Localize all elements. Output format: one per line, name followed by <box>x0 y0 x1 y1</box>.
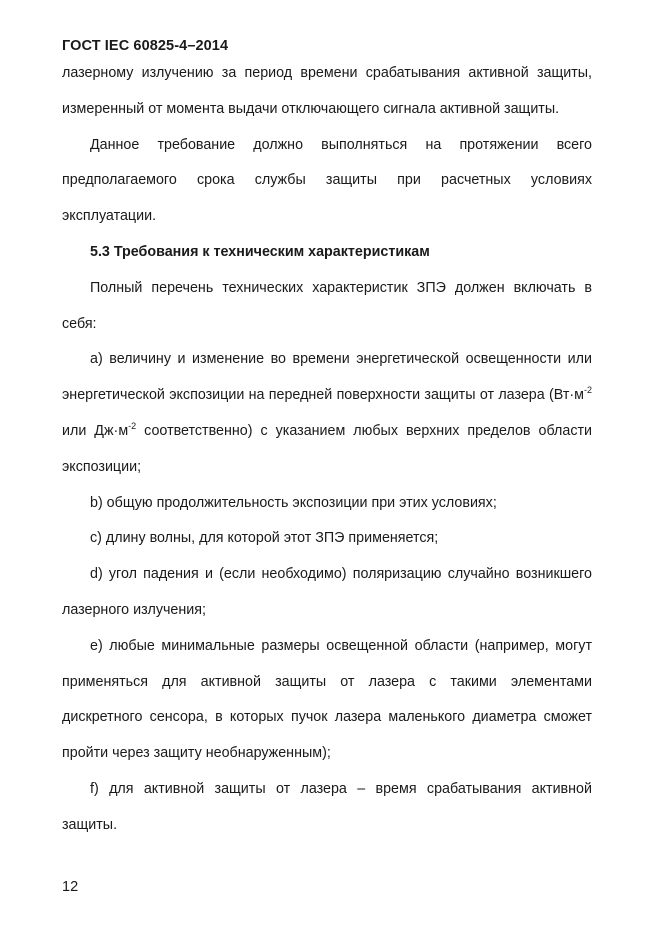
paragraph-requirement: Данное требование должно выполняться на протяжении всего предполагаемого срока службы защиты при расчетных условиях эксплуатации. <box>62 136 592 225</box>
superscript-exponent: -2 <box>583 385 592 396</box>
paragraph-continuation: лазерному излучению за период времени срабатывания активной защиты, измеренный от момента выдачи отключающего сигнала активной защиты. <box>62 65 592 117</box>
list-item-e: e) любые минимальные размеры освещенной области (например, могут применяться для активной защиты от лазера с такими элементами дискретного сенсора, в которых пучок лазера маленького диаметра сможет пройти через защиту необнаруженным); <box>62 637 592 762</box>
document-body <box>62 56 592 844</box>
list-item-f: f) для активной защиты от лазера – время срабатывания активной защиты. <box>62 780 592 833</box>
document-header: ГОСТ IEC 60825-4–2014 <box>62 38 229 54</box>
list-item-a-text-2: или Дж·м <box>62 422 129 439</box>
list-item-b: b) общую продолжительность экспозиции при этих условиях; <box>90 494 497 511</box>
list-item-a <box>62 342 592 485</box>
superscript-exponent: -2 <box>128 420 137 431</box>
list-item-c: c) длину волны, для которой этот ЗПЭ применяется; <box>90 530 439 547</box>
page-number: 12 <box>62 879 79 895</box>
paragraph-list-intro: Полный перечень технических характеристик ЗПЭ должен включать в себя: <box>62 279 592 332</box>
list-item-a-text-3: соответственно) с указанием любых верхних пределов области экспозиции; <box>62 422 592 475</box>
section-heading: 5.3 Требования к техническим характеристикам <box>90 243 430 260</box>
list-item-d: d) угол падения и (если необходимо) поляризацию случайно возникшего лазерного излучения; <box>62 566 592 618</box>
list-item-a-text-1: а) величину и изменение во времени энергетической освещенности или энергетической экспозиции на передней поверхности защиты от лазера (Вт·м <box>62 351 592 404</box>
